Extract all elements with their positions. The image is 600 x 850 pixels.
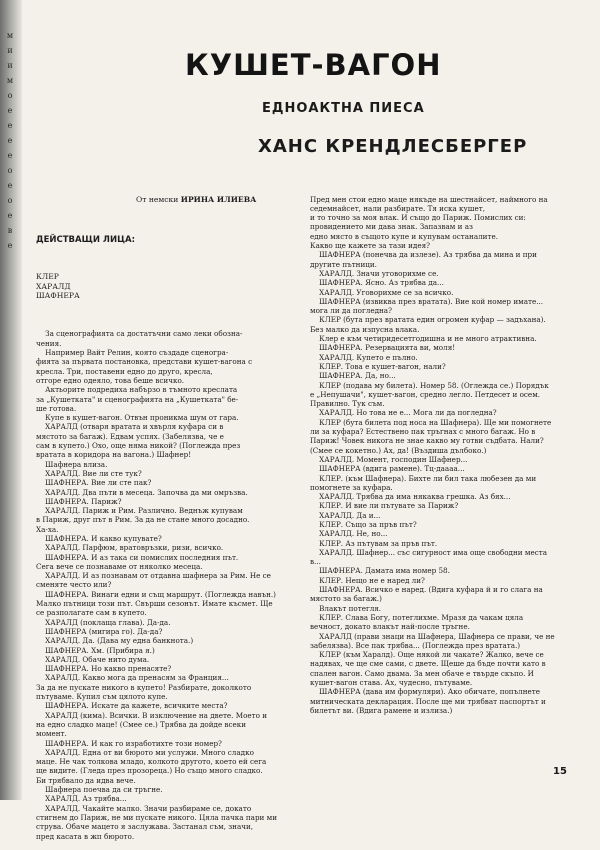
text-line: ХАРАЛД. Шафнер... със сигурност има още свободни места: [310, 547, 547, 557]
text-line: ШАФНЕРА (вдига рамене). Тц-даааа...: [310, 464, 465, 474]
text-line: ШАФНЕРА (дава им формуляри). Ако обичате, попълнете: [310, 687, 541, 697]
text-line: сменяте често или?: [36, 580, 112, 590]
text-line: мога ли да погледна?: [310, 306, 392, 316]
text-line: ХАРАЛД. Какво мога да пренасям за Франция...: [36, 673, 229, 683]
text-line: Малко пътници този път. Свърши сезонът. Имате късмет. Ще: [36, 599, 273, 609]
text-line: КЛЕР (подава му билета). Номер 58. (Оглежда се.) Порядък: [310, 380, 549, 390]
text-line: ШАФНЕРА. И какво купувате?: [36, 534, 162, 543]
text-line: Шафнера поечва да си тръгне.: [36, 785, 163, 795]
play-title: КУШЕТ-ВАГОН: [185, 48, 442, 82]
text-line: провидението ми дава знак. Запазвам и аз: [310, 222, 473, 232]
text-line: Купе в кушет-вагон. Отвън проникма шум от гара.: [36, 413, 239, 423]
text-line: ШАФНЕРА. Париж?: [36, 496, 122, 506]
text-line: ХАРАЛД (отваря вратата и хвърля куфара си в: [36, 422, 224, 432]
text-line: ХАРАЛД. Аз трябва...: [36, 794, 127, 804]
text-line: сам в купето.) Охо, още няма никой? (Поглежда през: [36, 441, 241, 451]
text-line: и то точно за моя влак. И също до Париж. Помислих си:: [310, 213, 526, 223]
text-line: ХАРАЛД. Чакайте малко. Значи разбираме се, докато: [36, 803, 252, 813]
text-line: ХАРАЛД. И аз познавам от отдавна шафнера за Рим. Не се: [36, 571, 271, 581]
text-line: кушет-вагон става. Ах, чудесно, пътуваме.: [310, 678, 473, 688]
text-line: За да не пускате никого в купето! Разбирате, доколкото: [36, 682, 252, 692]
text-line: Без малко да изпусна влака.: [310, 324, 420, 334]
page-number: 15: [553, 766, 567, 777]
text-line: в Париж, друг път в Рим. За да не стане много досадно.: [36, 515, 250, 525]
text-line: спален вагон. Само двама. За мен обаче е твърде скъпо. И: [310, 668, 534, 678]
text-line: Клер е към четиридесетгодишна и не много атрактивна.: [310, 334, 537, 344]
text-line: ХАРАЛД. Да и...: [310, 510, 381, 520]
text-line: КЛЕР. И вие ли пътувате за Париж?: [310, 501, 459, 511]
margin-letter: е: [7, 151, 13, 160]
text-line: Актьорите подредиха набързо в тъмното креслата: [36, 385, 238, 395]
text-line: КЛЕР. Нещо не е наред ли?: [310, 575, 425, 585]
text-line: ШАФНЕРА (извиква през вратата). Вие кой номер имате...: [310, 296, 544, 306]
text-line: мястото за багаж.): [310, 594, 382, 604]
text-line: ше готова.: [36, 403, 77, 413]
text-line: Пред мен стои едно маце някъде на шестнайсет, наймного на: [310, 194, 548, 204]
text-line: ШАФНЕРА (понечва да излезе). Аз трябва да мина и при: [310, 250, 537, 260]
text-line: Париж! Човек никога не знае какво му готви съдбата. Нали?: [310, 436, 544, 446]
text-line: ХАРАЛД. Момент, господин Шафнер...: [310, 454, 468, 464]
text-line: КЛЕР. Също за пръв път?: [310, 519, 417, 529]
text-line: ШАФНЕРА. Всичко е наред. (Вдига куфара й и го слага на: [310, 585, 543, 595]
text-line: ХАРАЛД. Да. (Дава му една банкнота.): [36, 636, 194, 646]
text-line: КЛЕР (бута билета под носа на Шафнера). Ще ми помогнете: [310, 417, 552, 427]
text-line: ХАРАЛД. Трябва да има някаква грешка. Аз бях...: [310, 492, 511, 502]
text-line: ХАРАЛД. Но това не е... Мога ли да погледна?: [310, 408, 497, 418]
text-line: ХАРАЛД. Вие ли сте тук?: [36, 468, 142, 478]
text-line: ХАРАЛД (поклаща глава). Да-да.: [36, 617, 171, 627]
text-line: кресла. Три, поставени едно до друго, кресла,: [36, 366, 213, 376]
margin-letters: [2, 28, 18, 253]
text-line: седемнайсет, нали разбирате. Тя иска кушет,: [310, 203, 485, 213]
text-line: ХАРАЛД. Парфюм, вратовръзки, ризи, всичко.: [36, 543, 224, 553]
text-line: ШАФНЕРА. Дамата има номер 58.: [310, 566, 450, 576]
translator-credit: [36, 195, 288, 204]
text-line: пътуваме. Купил съм цялото купе.: [36, 692, 168, 702]
text-line: ШАФНЕРА. Но какво пренасяте?: [36, 664, 172, 674]
text-line: КЛЕР (към Харалд). Още някой ли чакате? Жалко, вече се: [310, 650, 544, 660]
margin-letter: е: [7, 106, 13, 115]
text-line: (Смее се кокетно.) Ах, да! (Въздиша дълбоко.): [310, 445, 487, 455]
text-line: другите пътници.: [310, 259, 377, 269]
cast-member: ХАРАЛД: [36, 281, 71, 291]
text-line: ШАФНЕРА (мигира го). Да-да?: [36, 626, 163, 636]
text-line: ШАФНЕРА. Искате да кажете, всичките места?: [36, 701, 228, 711]
text-line: Ха-ха.: [36, 524, 59, 534]
text-line: фията за първата постановка, представи кушет-вагона с: [36, 357, 253, 367]
text-line: билетът ви. (Вдига рамене и излиза.): [310, 705, 453, 715]
text-line: пред касата в жп бюрото.: [36, 831, 135, 841]
margin-letter: е: [7, 181, 13, 190]
text-line: забелязва). Все пак трябва... (Поглежда през вратата.): [310, 640, 521, 650]
cast-member: КЛЕР: [36, 272, 59, 282]
margin-letter: и: [7, 46, 13, 55]
translator-name: ИРИНА ИЛИЕВА: [180, 194, 257, 204]
margin-letter: е: [7, 241, 13, 250]
text-line: ШАФНЕРА. И аз така си помислих последния път.: [36, 552, 239, 562]
text-line: се разполагате сам в купето.: [36, 608, 147, 618]
text-line: стигнем до Париж, не ми пускате никого. Цяла пачка пари ми: [36, 812, 277, 822]
cast-heading: ДЕЙСТВАЩИ ЛИЦА:: [36, 235, 135, 246]
text-line: вечност, докато влакът най-после тръгне.: [310, 622, 470, 632]
text-line: ХАРАЛД. Два пъти в месеца. Започва да ми омръзва.: [36, 487, 248, 497]
text-line: КЛЕР. Слава Богу, потеглихме. Мразя да чакам цяла: [310, 612, 524, 622]
margin-letter: о: [7, 166, 13, 175]
text-line: в...: [310, 557, 321, 567]
text-line: помогнете за куфара.: [310, 482, 393, 492]
text-line: ХАРАЛД. Една от ви бюрото ми услужи. Много сладко: [36, 747, 254, 757]
text-line: ХАРАЛД. Купето е пълно.: [310, 352, 418, 362]
text-line: е „Непушачи", кушет-вагон, средно легло. Петдесет и осем.: [310, 389, 541, 399]
margin-letter: о: [7, 196, 13, 205]
text-line: КЛЕР. Това е кушет-вагон, нали?: [310, 361, 446, 371]
text-line: Какво ще кажете за тази идея?: [310, 241, 430, 251]
author-name: ХАНС КРЕНДЛЕСБЕРГЕР: [258, 136, 528, 157]
text-line: ШАФНЕРА. И как го изработихте този номер?: [36, 738, 222, 748]
text-line: Шафнера влиза.: [36, 459, 108, 469]
text-line: ШАФНЕРА. Ясно. Аз трябва да...: [310, 278, 444, 288]
text-line: Сега вече се познаваме от няколко месеца.: [36, 561, 203, 571]
text-line: ШАФНЕРА. Хм. (Прибира я.): [36, 645, 155, 655]
text-line: ШАФНЕРА. Винаги едни и същ маршрут. (Поглежда навън.): [36, 589, 276, 599]
text-line: чения.: [36, 338, 62, 348]
text-line: КЛЕР. Аз пътувам за пръв път.: [310, 538, 438, 548]
right-column: [310, 176, 574, 725]
text-line: За сценографията са достатъчни само леки обозна-: [36, 329, 243, 339]
play-subtitle: ЕДНОАКТНА ПИЕСА: [262, 101, 425, 116]
text-line: ХАРАЛД. Обаче нито дума.: [36, 654, 150, 664]
text-line: отгоре едно одеяло, това беше всичко.: [36, 375, 185, 385]
text-line: КЛЕР. (към Шафнера). Бихте ли бил така любезен да ми: [310, 473, 537, 483]
text-line: ХАРАЛД (прави знаци на Шафнера, Шафнера се прави, че не: [310, 631, 555, 641]
text-line: ХАРАЛД. Уговорихме се за всичко.: [310, 287, 454, 297]
text-line: Например Вайт Релин, която създаде сценогра-: [36, 348, 229, 358]
text-line: ли за куфара? Естествено пак тръгнах с много багаж. Но в: [310, 427, 536, 437]
text-line: едно място в същото купе и купувам останалите.: [310, 231, 498, 241]
margin-letter: м: [6, 31, 14, 40]
text-line: Би трябвало да идва вече.: [36, 775, 136, 785]
margin-letter: м: [6, 76, 14, 85]
text-line: ШАФНЕРА. Резервацията ви, моля!: [310, 343, 456, 353]
text-line: ХАРАЛД. Париж и Рим. Различно. Веднъж купувам: [36, 506, 243, 516]
right-column-text: [310, 195, 574, 716]
text-line: надявах, че ще сме сами, с двете. Щеше да бъде почти като в: [310, 659, 546, 669]
margin-letter: е: [7, 121, 13, 130]
text-line: момент.: [36, 729, 67, 739]
text-line: ХАРАЛД. Не, но...: [310, 529, 388, 539]
margin-letter: е: [7, 136, 13, 145]
text-line: маце. Не чак толкова младо, колкото другото, което ей сега: [36, 757, 267, 767]
text-line: митническата декларация. После ще ми трябват паспортът и: [310, 696, 546, 706]
text-line: ще видите. (Гледа през прозореца.) Но също много сладко.: [36, 766, 263, 776]
text-line: вратата в коридора на вагона.) Шафнер!: [36, 450, 192, 460]
text-line: ШАФНЕРА. Да, но...: [310, 371, 396, 381]
text-line: Влакът потегля.: [310, 603, 382, 613]
margin-letter: в: [7, 226, 13, 235]
text-line: струва. Обаче мацето я заслужава. Застанал съм, значи,: [36, 822, 254, 832]
cast-list: [36, 272, 288, 301]
margin-letter: и: [7, 61, 13, 70]
text-line: ШАФНЕРА. Вие ли сте пак?: [36, 478, 152, 488]
text-line: ХАРАЛД (кима). Всички. В изключение на двете. Моето и: [36, 710, 268, 720]
margin-letter: о: [7, 91, 13, 100]
text-line: на едно сладко маце! (Смее се.) Трябва да дойде всеки: [36, 719, 247, 729]
text-line: за „Кушетката" и сценографията на „Кушетката" бе-: [36, 394, 239, 404]
text-line: ХАРАЛД. Значи уговорихме се.: [310, 268, 439, 278]
left-column-text: [36, 329, 288, 840]
margin-letter: е: [7, 211, 13, 220]
text-line: Правилно. Тук съм.: [310, 399, 385, 409]
text-line: КЛЕР (бута през вратата един огромен куфар — задъхана).: [310, 315, 546, 325]
cast-member: ШАФНЕРА: [36, 291, 80, 301]
translator-prefix: От немски: [136, 194, 179, 204]
text-line: мястото за багаж). Едвам успях. (Забелязва, че е: [36, 431, 224, 441]
left-column: [36, 176, 288, 850]
